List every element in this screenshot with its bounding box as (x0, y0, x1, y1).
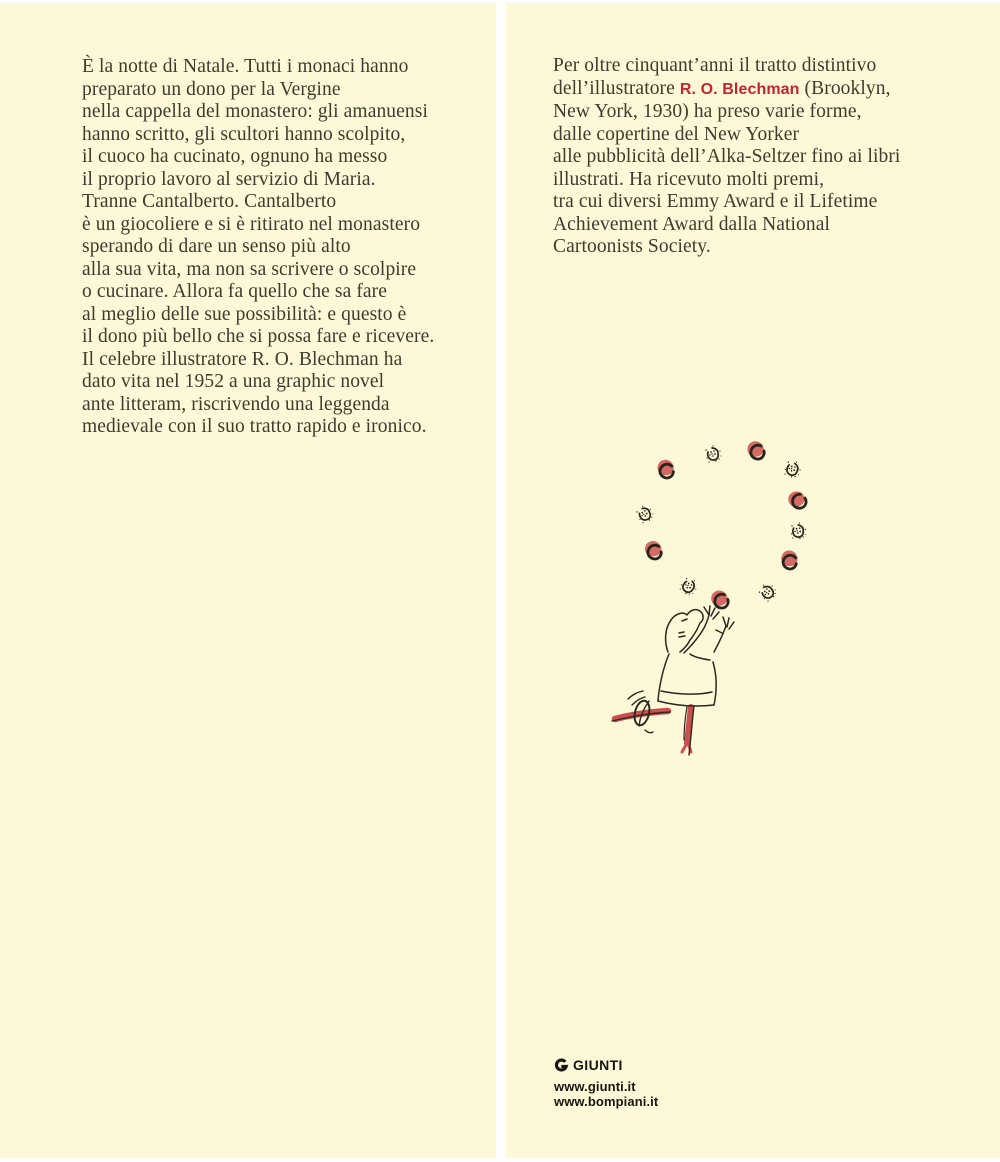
text-line: medievale con il suo tratto rapido e ironico. (82, 416, 427, 437)
text-line: dalle copertine del New Yorker (553, 123, 800, 145)
front-flap-text (82, 56, 434, 439)
giunti-url: www.giunti.it (554, 1079, 636, 1094)
publisher-urls (554, 1080, 658, 1109)
publisher-block (554, 1057, 658, 1109)
text-line: è un giocoliere e si è ritirato nel monastero (82, 213, 421, 235)
back-flap (506, 3, 1000, 1158)
giunti-logo (554, 1057, 658, 1073)
text-line: New York, 1930) ha preso varie forme, (553, 101, 862, 122)
text-line: dato vita nel 1952 a una graphic novel (82, 371, 385, 392)
giunti-logo-text: GIUNTI (573, 1057, 623, 1073)
text-line: Tranne Cantalberto. Cantalberto (82, 191, 337, 212)
text-line: al meglio delle sue possibilità: e questo è (82, 303, 407, 325)
author-name: R. O. Blechman (679, 80, 800, 98)
text-line: Achievement Award dalla National (553, 213, 831, 235)
text-line: alla sua vita, ma non sa scrivere o scolpire (82, 258, 417, 280)
bompiani-url: www.bompiani.it (554, 1093, 659, 1109)
text-line: nella cappella del monastero: gli amanuensi (82, 101, 428, 122)
text-line: Il celebre illustratore R. O. Blechman ha (82, 348, 403, 370)
text-line: tra cui diversi Emmy Award e il Lifetime (553, 191, 878, 212)
text-line: il proprio lavoro al servizio di Maria. (82, 168, 376, 190)
text-line: il cuoco ha cucinato, ognuno ha messo (82, 146, 388, 167)
text-line: hanno scritto, gli scultori hanno scolpito, (82, 123, 406, 145)
text-line-author (553, 78, 900, 102)
text-segment: (Brooklyn, (799, 77, 891, 99)
text-line: o cucinare. Allora fa quello che sa fare (82, 281, 388, 302)
text-segment: dell’illustratore (553, 77, 680, 99)
text-line: il dono più bello che si possa fare e ricevere. (82, 326, 435, 347)
text-line: illustrati. Ha ricevuto molti premi, (553, 168, 825, 190)
front-flap (0, 3, 496, 1158)
text-line: Per oltre cinquant’anni il tratto distintivo (553, 55, 877, 76)
text-line: alle pubblicità dell’Alka-Seltzer fino ai libri (553, 146, 901, 167)
back-flap-text (553, 55, 900, 259)
text-line: È la notte di Natale. Tutti i monaci hanno (82, 56, 409, 77)
text-line: sperando di dare un senso più alto (82, 236, 351, 257)
text-line: preparato un dono per la Vergine (82, 78, 341, 100)
text-line: Cartoonists Society. (553, 236, 711, 257)
giunti-g-icon (554, 1058, 569, 1073)
text-line: ante litteram, riscrivendo una leggenda (82, 393, 390, 415)
